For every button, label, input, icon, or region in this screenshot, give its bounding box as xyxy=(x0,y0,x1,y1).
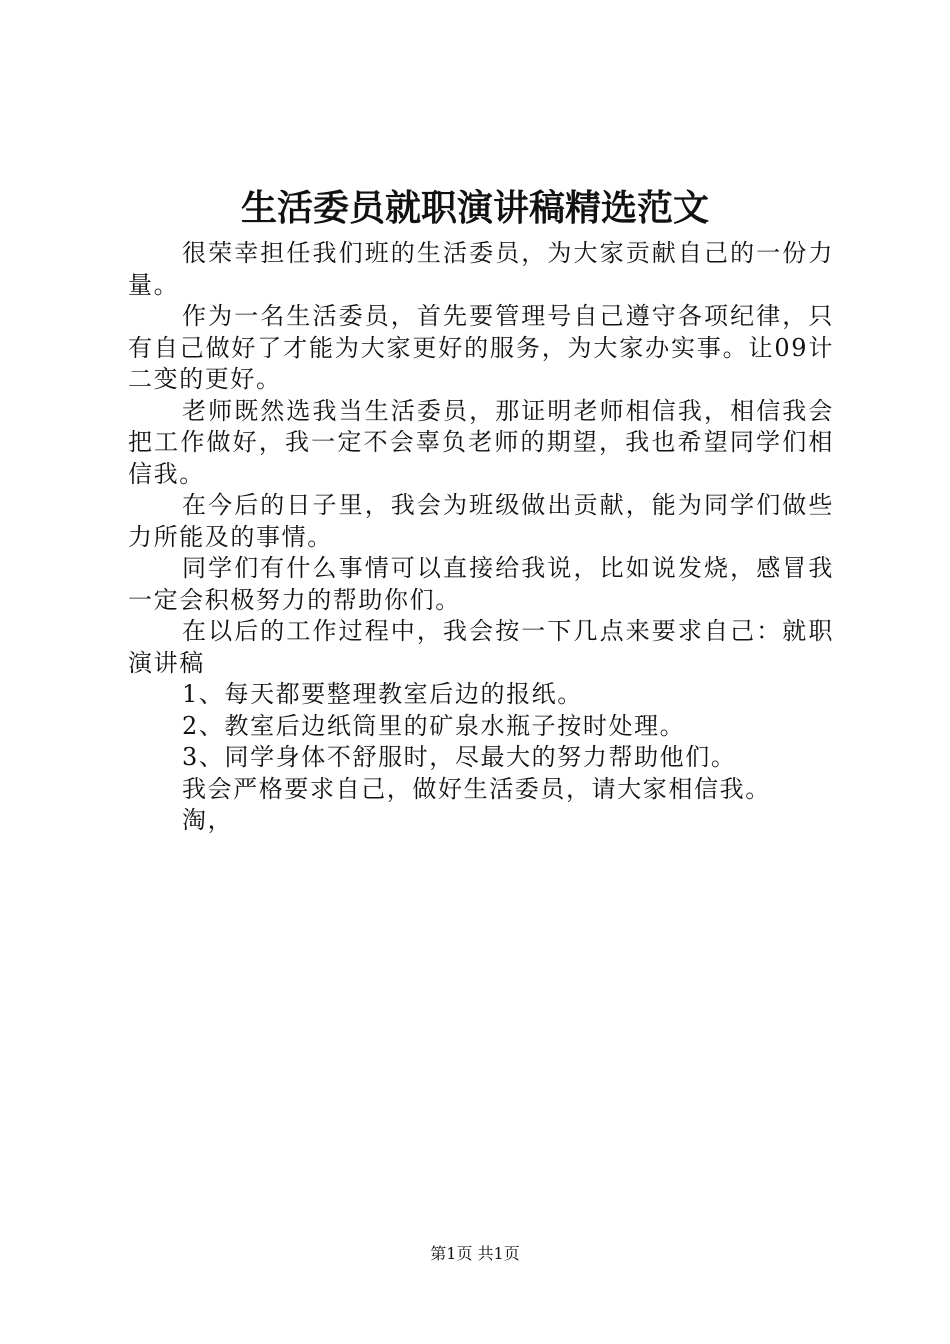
list-item: 2、教室后边纸筒里的矿泉水瓶子按时处理。 xyxy=(182,711,686,740)
page-footer: 第1页 共1页 xyxy=(430,1244,520,1263)
closing-paragraph: 我会严格要求自己，做好生活委员，请大家相信我。 xyxy=(182,774,771,803)
document-body xyxy=(128,238,834,837)
document-title: 生活委员就职演讲稿精选范文 xyxy=(240,187,709,229)
paragraph: 在今后的日子里，我会为班级做出贡献，能为同学们做些力所能及的事情。 xyxy=(128,491,834,551)
list-item: 1、每天都要整理教室后边的报纸。 xyxy=(182,680,583,708)
closing-paragraph: 淘， xyxy=(182,806,234,834)
list-item: 3、同学身体不舒服时，尽最大的努力帮助他们。 xyxy=(182,743,737,771)
paragraph: 很荣幸担任我们班的生活委员，为大家贡献自己的一份力量。 xyxy=(128,239,834,299)
paragraph: 作为一名生活委员，首先要管理号自己遵守各项纪律，只有自己做好了才能为大家更好的服务，为大家办实事。让09计二变的更好。 xyxy=(128,302,834,393)
paragraph: 在以后的工作过程中，我会按一下几点来要求自己：就职演讲稿 xyxy=(128,617,834,677)
paragraph: 老师既然选我当生活委员，那证明老师相信我，相信我会把工作做好，我一定不会辜负老师的期望，我也希望同学们相信我。 xyxy=(128,396,834,488)
paragraph: 同学们有什么事情可以直接给我说，比如说发烧，感冒我一定会积极努力的帮助你们。 xyxy=(128,554,834,614)
